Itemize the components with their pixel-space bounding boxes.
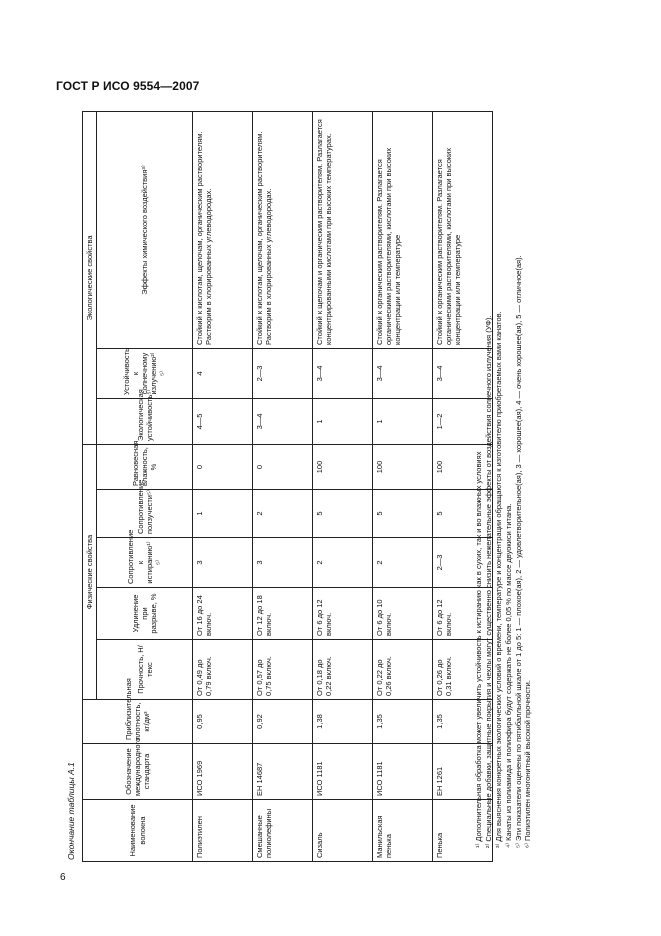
cell-eco: 1 xyxy=(313,398,373,444)
cell-strength: От 0,22 до 0,26 включ. xyxy=(373,640,433,700)
column-header-name: Наименование волокна xyxy=(83,800,193,862)
cell-chemical: Стойкий к органическим растворителям. Разлагается органическими растворителями, кислотами при высоких концентрации или температуре xyxy=(433,111,493,348)
table-row xyxy=(193,111,253,861)
column-group-ecological: Экологические свойства xyxy=(83,111,97,444)
column-header-designation: Обозначение международного стандарта xyxy=(83,744,193,800)
cell-uv: 3—4 xyxy=(373,348,433,398)
cell-abrasion: 3 xyxy=(193,538,253,588)
cell-designation: ЕН 14687 xyxy=(253,744,313,800)
table-continuation-caption: Окончание таблицы А.1 xyxy=(66,762,76,860)
cell-chemical: Стойкий к кислотам, щелочам, органическим растворителям. Растворим в хлорированных углеводородах. xyxy=(253,111,313,348)
cell-elongation: От 6 до 10 включ. xyxy=(373,588,433,640)
footnote: ³⁾ Для выяснения конкретных экологических условий о времени, температуре и концентрации обращаются к изготовителю приобретаемых вами канатов. xyxy=(493,311,503,848)
cell-designation: ИСО 1181 xyxy=(313,744,373,800)
cell-creep: 5 xyxy=(373,490,433,538)
column-header-eco-stability: Экологическая устойчивость⁵⁾ xyxy=(97,398,193,444)
cell-density: 1,35 xyxy=(373,700,433,744)
column-header-abrasion: Сопротивление к истиранию¹⁾ ⁵⁾ xyxy=(97,538,193,588)
cell-density: 1,38 xyxy=(313,700,373,744)
table-row xyxy=(313,111,373,861)
footnote: ⁴⁾ Канаты из полиамида и полиэфира будут содержать не более 0,05 % по массе двуокиси титана. xyxy=(503,503,513,848)
cell-elongation: От 6 до 12 включ. xyxy=(313,588,373,640)
cell-chemical: Стойкий к щелочам и органическим растворителям. Разлагается концентрированными кислотами при высоких температурах. xyxy=(313,111,373,348)
column-header-moisture: Равновесная влажность, % xyxy=(97,444,193,489)
cell-eco: 3—4 xyxy=(253,398,313,444)
cell-name: Сизаль xyxy=(313,800,373,862)
cell-uv: 4 xyxy=(193,348,253,398)
table-row xyxy=(253,111,313,861)
cell-density: 1,35 xyxy=(433,700,493,744)
cell-moisture: 0 xyxy=(253,444,313,489)
column-header-creep: Сопротивление ползучести⁵⁾ xyxy=(97,490,193,538)
table-header-row-groups xyxy=(83,111,97,861)
cell-creep: 5 xyxy=(433,490,493,538)
cell-name: Смешанные полиолефины xyxy=(253,800,313,862)
cell-strength: От 0,57 до 0,75 включ. xyxy=(253,640,313,700)
cell-elongation: От 16 до 24 включ. xyxy=(193,588,253,640)
cell-creep: 1 xyxy=(193,490,253,538)
cell-moisture: 100 xyxy=(433,444,493,489)
column-header-strength: Прочность, Н/текс xyxy=(97,640,193,700)
rotated-table-area xyxy=(66,112,533,862)
cell-uv: 3—4 xyxy=(433,348,493,398)
cell-designation: ИСО 1181 xyxy=(373,744,433,800)
cell-chemical: Стойкий к кислотам, щелочам, органическим растворителям. Растворим в хлорированных углеводородах. xyxy=(193,111,253,348)
table-footnotes xyxy=(474,112,533,862)
cell-strength: От 0,26 до 0,31 включ. xyxy=(433,640,493,700)
column-header-uv: Устойчивость к солнечному излучению²⁾ ⁵⁾ xyxy=(97,348,193,398)
footnote: ⁶⁾ Полиэтилен многонитный высокой прочности. xyxy=(523,680,533,848)
cell-density: 0,95 xyxy=(193,700,253,744)
cell-eco: 1 xyxy=(373,398,433,444)
cell-chemical: Стойкий к органическим растворителям. Разлагается органическими растворителями, кислотами при высоких концентрации или температуре xyxy=(373,111,433,348)
cell-uv: 3—4 xyxy=(313,348,373,398)
cell-uv: 2—3 xyxy=(253,348,313,398)
page-number: 6 xyxy=(60,872,66,883)
cell-abrasion: 2—3 xyxy=(433,538,493,588)
column-header-elongation: Удлинение при разрыве, % xyxy=(97,588,193,640)
cell-strength: От 0,18 до 0,22 включ. xyxy=(313,640,373,700)
cell-moisture: 0 xyxy=(193,444,253,489)
column-header-density: Приблизительная плотность, кг/дм³ xyxy=(83,700,193,744)
cell-designation: ИСО 1969 xyxy=(193,744,253,800)
cell-elongation: От 6 до 12 включ. xyxy=(433,588,493,640)
cell-moisture: 100 xyxy=(373,444,433,489)
cell-moisture: 100 xyxy=(313,444,373,489)
cell-abrasion: 2 xyxy=(313,538,373,588)
footnote: ⁵⁾ Эти показатели оценены по пятибалльной шкале от 1 до 5: 1 — плохое(ая), 2 — удовлетворительное(ая), 3 — хорошее(ая), 4 — очень хорошее(ая), 5 — отличное(ая). xyxy=(513,255,523,848)
cell-name: Манильская пенька xyxy=(373,800,433,862)
cell-abrasion: 3 xyxy=(253,538,313,588)
table-row xyxy=(373,111,433,861)
cell-eco: 4—5 xyxy=(193,398,253,444)
cell-creep: 2 xyxy=(253,490,313,538)
cell-density: 0,92 xyxy=(253,700,313,744)
cell-eco: 1—2 xyxy=(433,398,493,444)
cell-creep: 5 xyxy=(313,490,373,538)
cell-abrasion: 2 xyxy=(373,538,433,588)
column-group-physical: Физические свойства xyxy=(83,444,97,699)
column-header-chemical: Эффекты химического воздействия³⁾ xyxy=(97,111,193,348)
cell-name: Полиэтилен xyxy=(193,800,253,862)
footnote: ²⁾ Специальные добавки, защитные покрытия и чехлы могут существенно снизить нежелательные эффекты от воздействия солнечного излучения (УФ). xyxy=(483,315,493,848)
cell-designation: ЕН 1261 xyxy=(433,744,493,800)
cell-strength: От 0,49 до 0,79 включ. xyxy=(193,640,253,700)
fiber-properties-table xyxy=(82,111,493,862)
cell-elongation: От 12 до 18 включ. xyxy=(253,588,313,640)
footnote: ¹⁾ Дополнительная обработка может увеличить устойчивость к истиранию как в сухих, так и во влажных условиях xyxy=(474,451,483,848)
document-header: ГОСТ Р ИСО 9554—2007 xyxy=(56,79,200,93)
cell-name: Пенька xyxy=(433,800,493,862)
